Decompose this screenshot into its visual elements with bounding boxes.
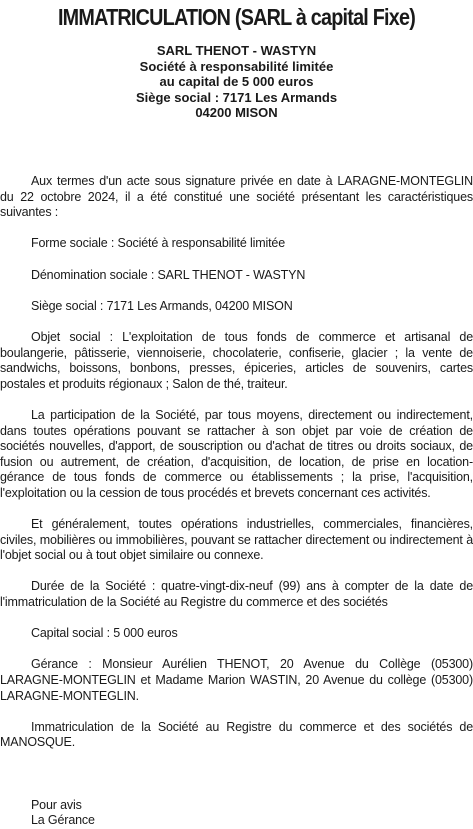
company-header <box>0 43 473 121</box>
company-form: Société à responsabilité limitée <box>139 58 334 74</box>
company-postcode: 04200 MISON <box>195 105 278 120</box>
company-address: Siège social : 7171 Les Armands <box>135 89 338 105</box>
capital-social: Capital social : 5 000 euros <box>31 626 178 641</box>
siege-social: Siège social : 7171 Les Armands, 04200 MISON <box>31 298 293 313</box>
denomination-sociale: Dénomination sociale : SARL THENOT - WASTYN <box>31 267 306 282</box>
operations-paragraph: Et généralement, toutes opérations industrielles, commerciales, financières, civiles, mobilières ou immobilières, pouvant se rattacher directement ou indirectement à l'objet social ou à tout objet similaire ou connexe. <box>0 517 473 563</box>
gerance-paragraph: Gérance : Monsieur Aurélien THENOT, 20 Avenue du Collège (05300) LARAGNE-MONTEGLIN et Madame Marion WASTIN, 20 Avenue du collège (05300) LARAGNE-MONTEGLIN. <box>0 657 473 703</box>
signature-pour-avis: Pour avis <box>31 797 82 812</box>
intro-paragraph: Aux termes d'un acte sous signature privée en date à LARAGNE-MONTEGLIN du 22 octobre 2024, il a été constitué une société présentant les caractéristiques suivantes : <box>0 174 473 220</box>
objet-social: Objet social : L'exploitation de tous fonds de commerce et artisanal de boulangerie, pâtisserie, viennoiserie, chocolaterie, confiserie, glacier ; la vente de sandwichs, boissons, bonbons, presses, épiceries, articles de souvenirs, cartes postales et produits régionaux ; Salon de thé, traiteur. <box>0 329 473 391</box>
signature-gerance: La Gérance <box>31 813 95 828</box>
notice-title: IMMATRICULATION (SARL à capital Fixe) <box>57 4 416 30</box>
company-capital: au capital de 5 000 euros <box>159 74 314 89</box>
notice-body <box>0 174 473 829</box>
immatriculation-paragraph: Immatriculation de la Société au Registre du commerce et des sociétés de MANOSQUE. <box>0 719 473 750</box>
forme-sociale: Forme sociale : Société à responsabilité limitée <box>31 236 286 251</box>
company-name: SARL THENOT - WASTYN <box>156 43 317 58</box>
duree-paragraph: Durée de la Société : quatre-vingt-dix-neuf (99) ans à compter de la date de l'immatriculation de la Société au Registre du commerce et des sociétés <box>0 579 473 610</box>
participation-paragraph: La participation de la Société, par tous moyens, directement ou indirectement, dans toutes opérations pouvant se rattacher à son objet par voie de création de sociétés nouvelles, d'apport, de souscription ou d'achat de titres ou droits sociaux, de fusion ou autrement, de création, d'acquisition, de location, de prise en location-gérance de tous fonds de commerce ou établissements ; la prise, l'acquisition, l'exploitation ou la cession de tous procédés et brevets concernant ces activités. <box>0 407 473 500</box>
